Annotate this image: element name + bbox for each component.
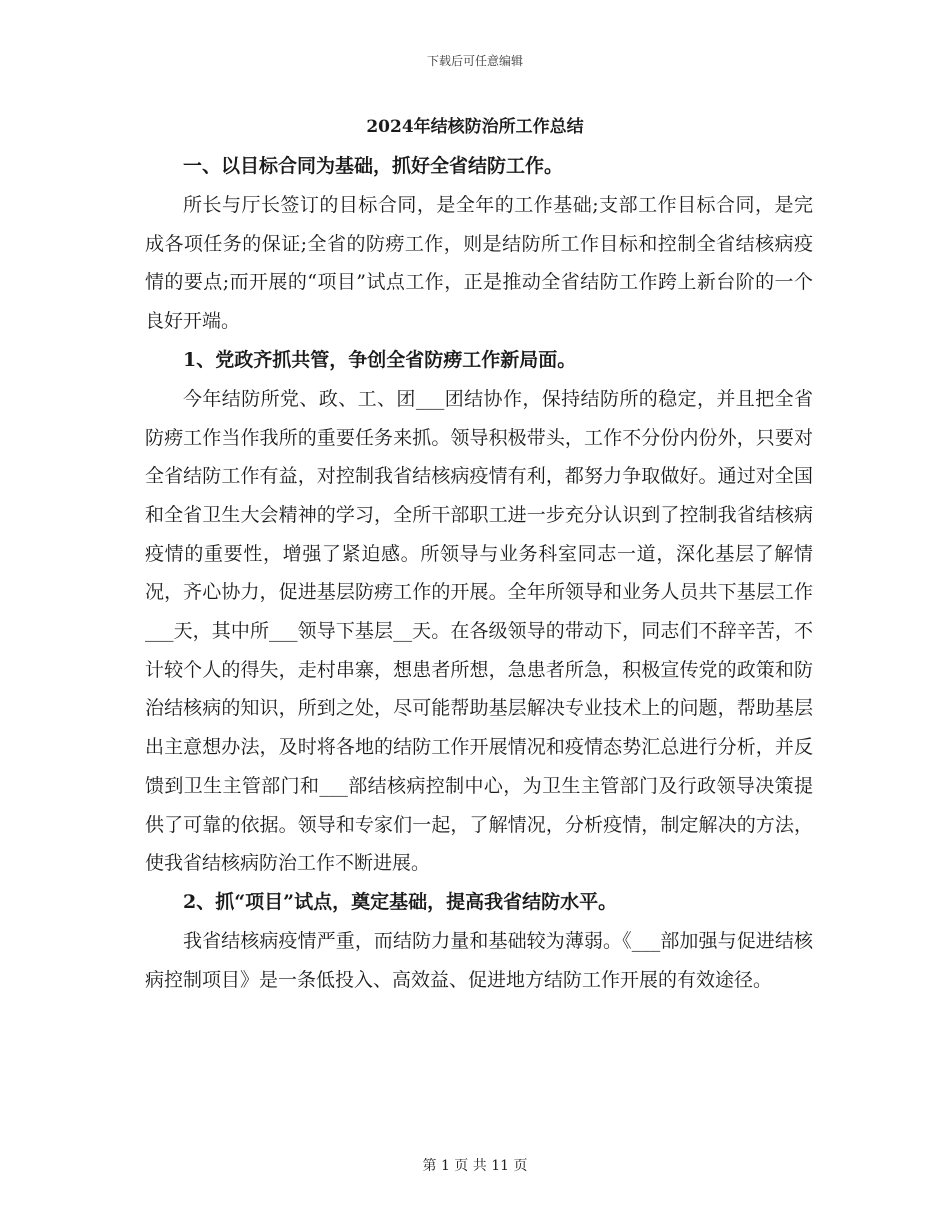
section-heading-1: 一、以目标合同为基础，抓好全省结防工作。: [183, 155, 564, 177]
section-paragraph-3: 我省结核病疫情严重，而结防力量和基础较为薄弱。《___部加强与促进结核病控制项目》是一条低投入、高效益、促进地方结防工作开展的有效途径。: [145, 929, 813, 991]
section-paragraph-2: 今年结防所党、政、工、团___团结协作，保持结防所的稳定，并且把全省防痨工作当作我所的重要任务来抓。领导积极带头，工作不分份内份外，只要对全省结防工作有益，对控制我省结核病疫情有利，都努力争取做好。通过对全国和全省卫生大会精神的学习，全所干部职工进一步充分认识到了控制我省结核病疫情的重要性，增强了紧迫感。所领导与业务科室同志一道，深化基层了解情况，齐心协力，促进基层防痨工作的开展。全年所领导和业务人员共下基层工作___天，其中所___领导下基层__天。在各级领导的带动下，同志们不辞辛苦，不计较个人的得失，走村串寨，想患者所想，急患者所急，积极宣传党的政策和防治结核病的知识，所到之处，尽可能帮助基层解决专业技术上的问题，帮助基层出主意想办法，及时将各地的结防工作开展情况和疫情态势汇总进行分析，并反馈到卫生主管部门和___部结核病控制中心，为卫生主管部门及行政领导决策提供了可靠的依据。领导和专家们一起，了解情况，分析疫情，制定解决的方法，使我省结核病防治工作不断进展。: [145, 387, 813, 875]
section-heading-3: 2、抓“项目”试点，奠定基础，提高我省结防水平。: [183, 890, 618, 913]
page-header-note: 下载后可任意编辑: [426, 54, 523, 68]
document-title: 2024年结核防治所工作总结: [366, 117, 584, 137]
document-body: [145, 147, 813, 999]
page-number: 第 1 页 共 11 页: [422, 1158, 528, 1174]
section-heading-2: 1、党政齐抓共管，争创全省防痨工作新局面。: [183, 348, 577, 371]
section-paragraph-1: 所长与厅长签订的目标合同，是全年的工作基础;支部工作目标合同，是完成各项任务的保证;全省的防痨工作，则是结防所工作目标和控制全省结核病疫情的要点;而开展的“项目”试点工作，正是推动全省结防工作跨上新台阶的一个良好开端。: [145, 194, 813, 333]
